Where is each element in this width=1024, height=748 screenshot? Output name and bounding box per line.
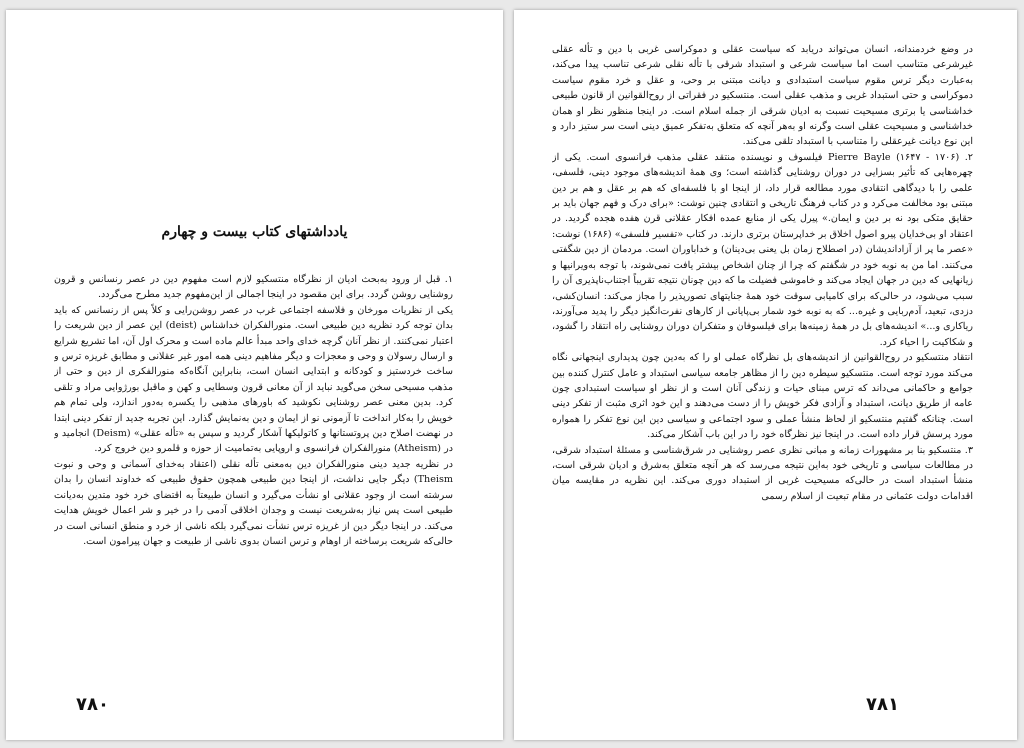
paragraph: یکی از نظریات مورخان و فلاسفه اجتماعی غرب در عصر روشن‌رایی و کلاً پس از رنسانس که باید بدان توجه کرد نظریه دین طبیعی است. منورالفکران خداشناس (deist) این عصر از دین شریعت را اعتبار نمی‌کنند. از نظر آنان گرچه خدای واحد مبدأ عالم ماده است و محرک اول آن، اما تشریع شرایع و ارسال رسولان و وحی و معجزات و دیگر مفاهیم دینی همه امور غیر عقلانی و مطابق غریزه ترس و ساخت خردستیز و کودکانه و ابتدایی انسان است، بنابراین آنگاه‌که منورالفکری از دین و حتی از مذهب مسیحی سخن می‌گوید نباید از آن معانی قرون وسطایی و کهن و ماقبل بورژوایی مراد و تلقی کرد. بدین معنی عصر روشنایی نکوشید که باورهای مذهبی را یکسره به‌دور اندازد، ولی تمام هم خویش را به‌کار انداخت تا آزمونی نو از ایمان و دین به‌نمایش گذارد. این تجربه جدید از تفکر دینی ابتدا در نهضت اصلاح دین پروتستانها و کاتولیکها آشکار گردید و سپس به «تأله عقلی» (Deism) انجامید و در (Atheism) منورالفکران فرانسوی و اروپایی به‌تمامیت از حوزه و قلمرو دین خروج کرد. xyxy=(54,304,453,455)
paragraph: در نظریه جدید دینی منورالفکران دین به‌معنی تأله نقلی (اعتقاد به‌خدای آسمانی و وحی و نبوت Theism) دیگر جایی نداشت، از اینجا دین طبیعی همچون حقوق طبیعی که خداوند انسان را بدان سرشته است از وجود عقلانی او نشأت می‌گیرد و انسان طبیعتاً به اقتضای خرد خود متدین به‌دیانت طبیعی است پس نیاز به‌شریعت نیست و وجدان اخلاقی آدمی را در خیر و شر اعمال خویش هدایت می‌کند. در اینجا دیگر دین از غریزه ترس نشأت نمی‌گیرد بلکه ناشی از خرد و منطق انسانی است در حالی‌که شریعت برساخته از اوهام و ترس انسان بدوی ناشی از طبیعت و جهان پیرامون است. xyxy=(54,458,453,547)
left-text-column xyxy=(54,272,453,682)
paragraph: در وضع خردمندانه، انسان می‌تواند دریابد که سیاست عقلی و دموکراسی غربی با دین و تأله عقلی غیرشرعی متناسب است اما سیاست شرعی و استبداد شرقی با تأله نقلی شرعی تناسب پیدا می‌کند، به‌عبارت دیگر ترس مقوم سیاست استبدادی و دیانت مبتنی بر وحی، و عقل و خرد مقوم سیاست دموکراسی و حتی استبداد غربی و مذهب عقلی است. منتسکیو در فقراتی از روح‌القوانین از قانون طبیعی خداشناسی یا برتری مسیحیت نسبت به ادیان شرقی از جمله اسلام است. در اینجا منظور نظر او همان خداشناسی و مسیحیت عقلی است وگرنه او به‌هر آنچه که متعلق به‌تفکر عمیق دینی است سر ستیز دارد و این نوع دیانت غیرعقلی را متناسب با استبداد تلقی می‌کند. xyxy=(552,44,973,148)
paragraph: ۳. منتسکیو بنا بر مشهورات زمانه و مبانی نظری عصر روشنایی در شرق‌شناسی و مسئلهٔ استبداد شرقی، در مطالعات سیاسی و تاریخی خود به‌این نتیجه می‌رسد که هر آنچه متعلق به‌شرق و ادیان شرقی است، منشأ استبداد است در حالی‌که مسیحیت غربی از استبداد دوری می‌کند. این نظریه در مقایسه میان اقدامات دولت عثمانی در مقام تبعیت از اسلام رسمی xyxy=(552,444,973,502)
paragraph: انتقاد منتسکیو در روح‌القوانین از اندیشه‌های بل نظرگاه عملی او را که به‌دین چون پدیداری اینجهانی نگاه می‌کند مورد توجه است. منتسکیو سیطره دین را از مظاهر جامعه سیاسی استبداد و عامل کنترل کننده بین جوامع و حاکمانی می‌داند که ترس مبنای حیات و زندگی آنان است و از نظر او سیاست استبدادی چون عامه از طریق دیانت، استبداد و آزادی فکر خویش را از دست می‌دهند و این خود اثری مثبت از تفکر دینی است. چنانکه گفتیم منتسکیو از لحاظ منشأ عملی و سود اجتماعی و سیاسی دین این نوع تفکر را همواره مورد پرسش قرار داده است. در اینجا نیز نظرگاه خود را در این باب آشکار می‌کند. xyxy=(552,352,973,441)
page-number-right: ۷۸۱ xyxy=(866,694,899,715)
paragraph: ۱. قبل از ورود به‌بحث ادیان از نظرگاه منتسکیو لازم است مفهوم دین در عصر رنسانس و قرون روشنایی روشن گردد. برای این مقصود در اینجا اجمالی از این‌مفهوم جدید مطرح می‌گردد. xyxy=(54,274,453,301)
paragraph: ۲. Pierre Bayle (۱۶۴۷ - ۱۷۰۶) فیلسوف و نویسنده منتقد عقلی مذهب فرانسوی است. یکی از چهره‌هایی که تأثیر بسزایی در دوران روشنایی گذاشته است؛ وی همهٔ اندیشه‌های موجود دینی، فلسفی، علمی را با دیدگاهی انتقادی مورد مطالعه قرار داد، از اینجا او با فلسفه‌ای که هم بر عقل و هم بر دین مبتنی بود مخالفت می‌کرد و در کتاب فرهنگ تاریخی و انتقادی چنین نوشت: «برای درک و فهم جهان باید بر حقایق متکی بود نه بر دین و ایمان.» پیرل یکی از منابع عمده افکار عقلانی قرن هفده هجده گردید. در اعتقاد او بی‌خدایان پیرو اصول اخلاق بر خداپرستان برتری دارند. در کتاب «تفسیر فلسفی» (۱۶۸۶) نوشت: «عصر ما پر از آزاداندیشان (در اصطلاح زمان بل یعنی بی‌دینان) و خداباوران است. مردمان از دین شگفتی می‌کنند. اما من به نوبه خود در شگفتم که چرا از چنان اشخاص بیشتر یافت نمی‌شوند، با توجه به‌ویرانیها و زیانهایی که دین در جهان ایجاد می‌کند و خاموشی فضیلت ما که دین چونان نتیجه تقریباً اجتناب‌ناپذیری آن را سبب می‌شود، در حالی‌که برای کامیابی سوقت خود همهٔ جنایتهای تصورپذیر را مجاز می‌کند: انسان‌کشی، دزدی، تبعید، آدم‌ربایی و غیره... که به نوبه خود شمار بی‌پایانی از کارهای نفرت‌انگیز دیگر را پدید می‌آورند، ریاکاری و...» اندیشه‌های بل در همهٔ زمینه‌ها برای فیلسوفان و متفکران دوران روشنایی راه انتقاد را گشود، و شکاکیت را احیاء کرد. xyxy=(552,151,973,348)
right-text-column xyxy=(552,42,973,678)
page-number-left: ۷۸۰ xyxy=(76,694,109,715)
chapter-notes-title: یادداشتهای کتاب بیست و چهارم xyxy=(161,224,348,240)
left-page xyxy=(6,10,503,740)
right-page xyxy=(514,10,1017,740)
